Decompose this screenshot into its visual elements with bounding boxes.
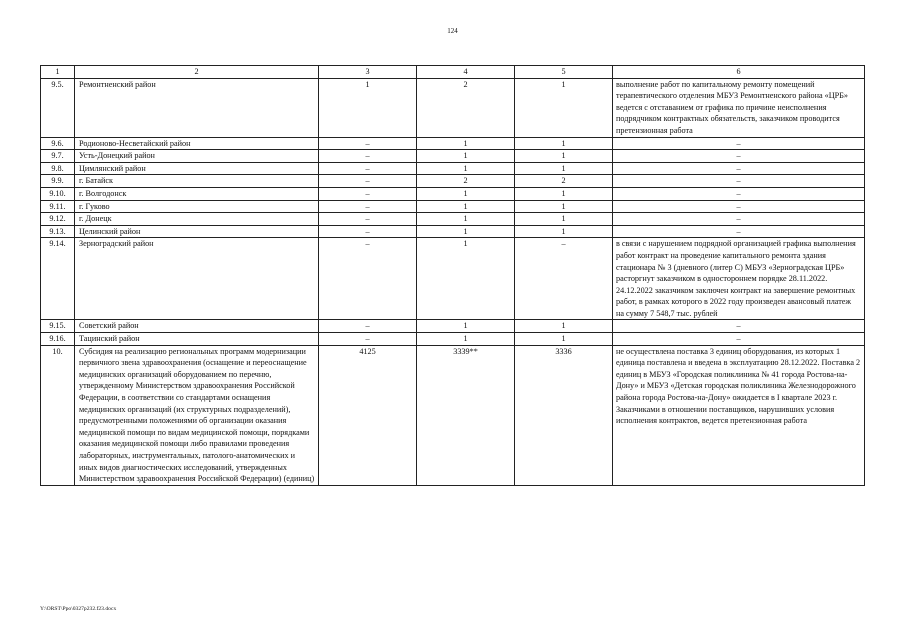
row-note: в связи с нарушением подрядной организацией графика выполнения работ контракт на проведение капитального ремонта здания стационара № 3 (дневного (литер С) МБУЗ «Зерноградская ЦРБ» расторгнут заказчиком в одностороннем порядке 28.11.2022. 24.12.2022 заказчиком заключен контракт на завершение ремонтных работ, в рамках которого в 2022 году произведен авансовый платеж на сумму 7 548,7 тыс. рублей [613, 238, 865, 320]
actual-value: 1 [515, 78, 613, 137]
table-row [41, 213, 865, 226]
table-row [41, 333, 865, 346]
row-note: – [613, 213, 865, 226]
row-number: 9.12. [41, 213, 75, 226]
row-number: 9.13. [41, 225, 75, 238]
target-value: 2 [417, 175, 515, 188]
table-row [41, 238, 865, 320]
row-name: г. Волгодонск [75, 187, 319, 200]
planned-value: – [319, 200, 417, 213]
row-name: г. Донецк [75, 213, 319, 226]
target-value: 1 [417, 137, 515, 150]
row-name: Тацинский район [75, 333, 319, 346]
row-note: – [613, 320, 865, 333]
table-row [41, 225, 865, 238]
row-number: 9.14. [41, 238, 75, 320]
actual-value: 1 [515, 200, 613, 213]
column-number: 4 [417, 66, 515, 79]
row-note: – [613, 150, 865, 163]
row-number: 9.5. [41, 78, 75, 137]
target-value: 2 [417, 78, 515, 137]
row-name: Целинский район [75, 225, 319, 238]
target-value: 1 [417, 225, 515, 238]
planned-value: – [319, 162, 417, 175]
target-value: 3339** [417, 345, 515, 485]
row-name: Зерноградский район [75, 238, 319, 320]
target-value: 1 [417, 320, 515, 333]
actual-value: 1 [515, 150, 613, 163]
page-number: 124 [447, 27, 458, 35]
row-name: Советский район [75, 320, 319, 333]
table-row [41, 78, 865, 137]
row-note: – [613, 225, 865, 238]
planned-value: 1 [319, 78, 417, 137]
row-number: 9.9. [41, 175, 75, 188]
actual-value: 1 [515, 162, 613, 175]
actual-value: 3336 [515, 345, 613, 485]
table-row [41, 320, 865, 333]
row-note: – [613, 200, 865, 213]
planned-value: – [319, 137, 417, 150]
planned-value: – [319, 238, 417, 320]
row-note: – [613, 333, 865, 346]
target-value: 1 [417, 238, 515, 320]
row-name: Субсидия на реализацию региональных программ модернизации первичного звена здравоохранения (оснащение и переоснащение медицинских организаций оборудованием по перечню, утвержденному Министерством здравоохранения Российской Федерации, в соответствии со стандартами оснащения медицинских организаций (их структурных подразделений), предусмотренными положениями об организации оказания медицинской помощи по видам медицинской помощи, порядками оказания медицинской помощи либо правилами проведения лабораторных, инструментальных, патолого-анатомических и иных видов диагностических исследований, утвержденных Министерством здравоохранения Российской Федерации) (единиц) [75, 345, 319, 485]
row-note: – [613, 137, 865, 150]
planned-value: – [319, 175, 417, 188]
planned-value: – [319, 333, 417, 346]
table-row [41, 175, 865, 188]
planned-value: – [319, 320, 417, 333]
target-value: 1 [417, 187, 515, 200]
column-number-row [41, 66, 865, 79]
row-name: Цимлянский район [75, 162, 319, 175]
row-number: 9.11. [41, 200, 75, 213]
target-value: 1 [417, 162, 515, 175]
target-value: 1 [417, 333, 515, 346]
table-row [41, 187, 865, 200]
row-number: 9.10. [41, 187, 75, 200]
table-row [41, 162, 865, 175]
row-name: Ремонтненский район [75, 78, 319, 137]
table-row [41, 150, 865, 163]
column-number: 2 [75, 66, 319, 79]
row-note: – [613, 162, 865, 175]
planned-value: – [319, 213, 417, 226]
actual-value: 2 [515, 175, 613, 188]
table-row [41, 345, 865, 485]
row-name: Родионово-Несветайский район [75, 137, 319, 150]
row-number: 10. [41, 345, 75, 485]
actual-value: 1 [515, 320, 613, 333]
actual-value: 1 [515, 213, 613, 226]
row-number: 9.6. [41, 137, 75, 150]
target-value: 1 [417, 200, 515, 213]
planned-value: – [319, 225, 417, 238]
target-value: 1 [417, 213, 515, 226]
row-note: – [613, 175, 865, 188]
target-value: 1 [417, 150, 515, 163]
row-note: не осуществлена поставка 3 единиц оборудования, из которых 1 единица поставлена и введена в эксплуатацию 28.12.2022. Поставка 2 единиц в МБУЗ «Городская поликлиника № 41 города Ростова-на-Дону» и МБУЗ «Детская городская поликлиника Железнодорожного района города Ростова-на-Дону» ожидается в I квартале 2023 г. Заказчиками в отношении поставщиков, нарушивших условия исполнения контрактов, ведется претензионная работа [613, 345, 865, 485]
actual-value: 1 [515, 333, 613, 346]
table-row [41, 200, 865, 213]
planned-value: – [319, 187, 417, 200]
row-number: 9.8. [41, 162, 75, 175]
row-name: г. Батайск [75, 175, 319, 188]
row-number: 9.7. [41, 150, 75, 163]
row-note: – [613, 187, 865, 200]
actual-value: – [515, 238, 613, 320]
row-note: выполнение работ по капитальному ремонту помещений терапевтического отделения МБУЗ Ремонтненского района «ЦРБ» ведется с отставанием от графика по причине неисполнения подрядчиком контрактных обязательств, заказчиком проводится претензионная работа [613, 78, 865, 137]
row-number: 9.16. [41, 333, 75, 346]
row-number: 9.15. [41, 320, 75, 333]
row-name: Усть-Донецкий район [75, 150, 319, 163]
planned-value: 4125 [319, 345, 417, 485]
actual-value: 1 [515, 187, 613, 200]
column-number: 6 [613, 66, 865, 79]
actual-value: 1 [515, 225, 613, 238]
column-number: 1 [41, 66, 75, 79]
file-path-footer: Y:\ORST\Ppo\0327p232.f23.docx [40, 606, 117, 612]
row-name: г. Гуково [75, 200, 319, 213]
column-number: 3 [319, 66, 417, 79]
column-number: 5 [515, 66, 613, 79]
planned-value: – [319, 150, 417, 163]
report-table [40, 65, 865, 486]
actual-value: 1 [515, 137, 613, 150]
table-row [41, 137, 865, 150]
